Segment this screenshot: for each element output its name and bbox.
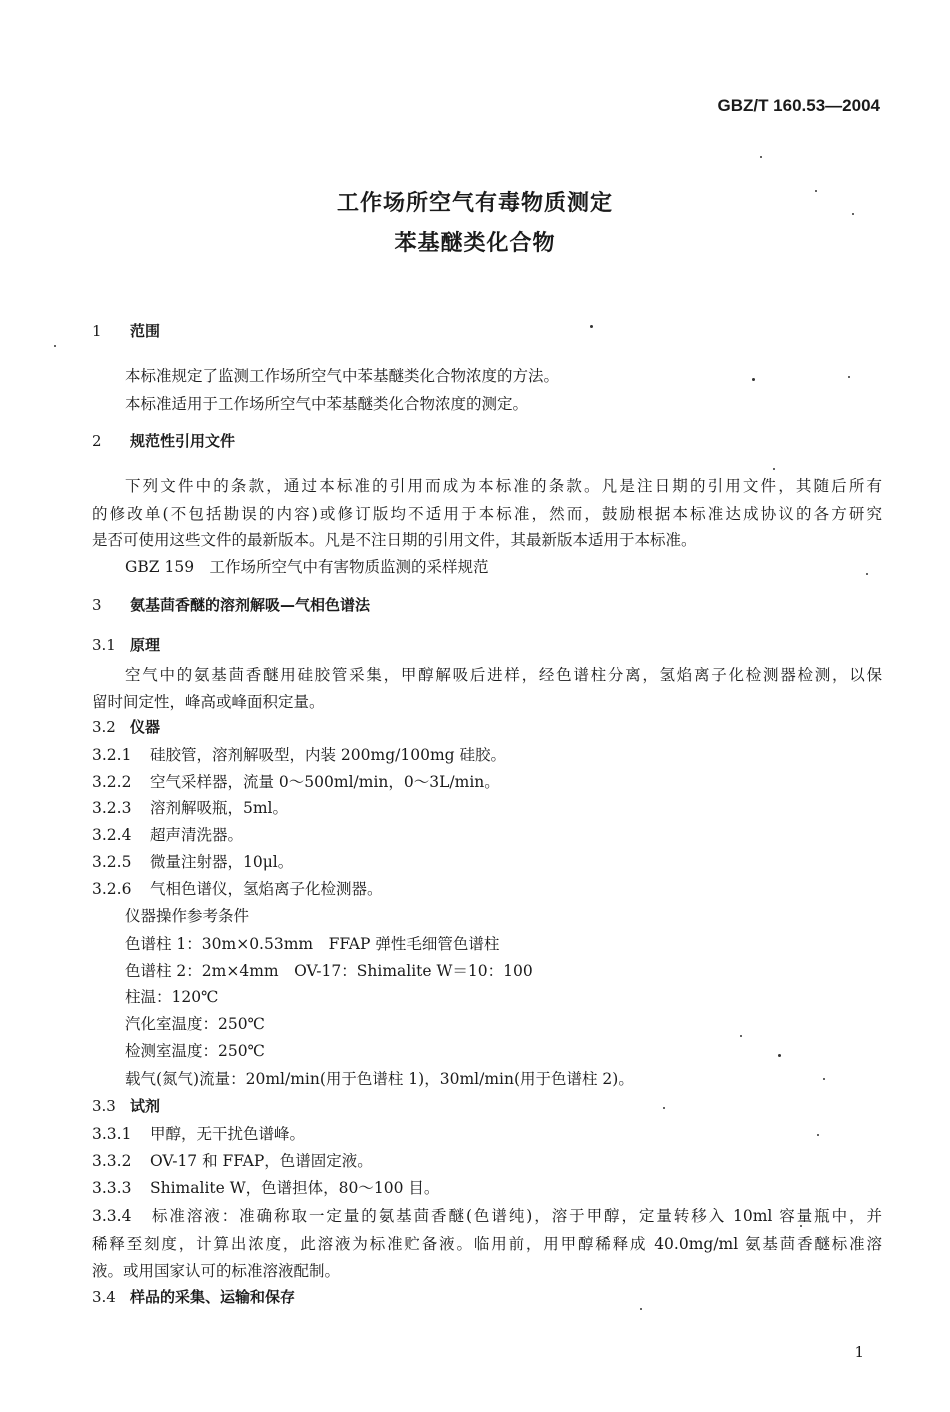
section-title: 试剂 [130,1097,161,1115]
clause-number: 3.2.5 [92,853,132,871]
clause-text: 甲醇，无干扰色谱峰。 [150,1125,306,1143]
clause-3-2-5 [92,850,293,872]
scan-speck [852,213,854,215]
scan-speck [740,1035,742,1037]
section-3-3-heading [92,1095,160,1116]
paragraph: 本标准适用于工作场所空气中苯基醚类化合物浓度的测定。 [125,395,529,413]
clause-text: 标准溶液：准确称取一定量的氨基茴香醚(色谱纯)，溶于甲醇，定量转移入 10ml 容量瓶中，并 [150,1207,882,1225]
scan-speck [823,1078,825,1080]
clause-text: 微量注射器，10μl。 [150,853,294,871]
clause-3-2-2 [92,770,500,792]
scan-speck [800,1225,802,1227]
scan-speck [590,325,593,328]
clause-number: 3.2.6 [92,880,132,898]
clause-text: OV-17 和 FFAP，色谱固定液。 [150,1152,373,1170]
clause-text: Shimalite W，色谱担体，80～100 目。 [150,1179,440,1197]
section-1-heading [92,320,160,341]
section-3-2-heading [92,716,160,737]
section-title: 范围 [130,322,161,340]
scan-speck [817,1134,819,1136]
clause-number: 3.3.2 [92,1152,132,1170]
section-number: 2 [92,432,102,450]
clause-number: 3.3.4 [92,1207,132,1225]
section-number: 3 [92,596,102,614]
clause-number: 3.3.3 [92,1179,132,1197]
scan-speck [778,1054,781,1057]
paragraph-line: 留时间定性，峰高或峰面积定量。 [92,693,325,711]
condition-detector-temp: 检测室温度：250℃ [125,1042,265,1060]
condition-column-temp: 柱温：120℃ [125,988,219,1006]
clause-text: 空气采样器，流量 0～500ml/min，0～3L/min。 [150,773,500,791]
clause-3-3-2 [92,1149,373,1171]
paragraph-line: 稀释至刻度，计算出浓度，此溶液为标准贮备液。临用前，用甲醇稀释成 40.0mg/ml 氨基茴香醚标准溶 [92,1235,882,1253]
clause-number: 3.3.1 [92,1125,132,1143]
scan-speck [773,468,775,470]
section-3-heading [92,594,370,615]
clause-3-3-3 [92,1176,439,1198]
scan-speck [866,573,868,575]
conditions-title: 仪器操作参考条件 [125,907,250,925]
condition-column-1: 色谱柱 1：30m×0.53mm FFAP 弹性毛细管色谱柱 [125,935,500,953]
scan-speck [54,345,56,347]
section-title: 仪器 [130,718,161,736]
section-number: 3.2 [92,718,116,736]
scan-speck [640,1308,642,1310]
standard-code: GBZ/T 160.53—2004 [717,96,880,115]
paragraph-line: 液。或用国家认可的标准溶液配制。 [92,1262,341,1280]
section-3-4-heading [92,1286,295,1307]
clause-3-2-6 [92,877,383,899]
section-title: 原理 [130,636,161,654]
clause-3-3-4 [92,1204,882,1226]
paragraph: 本标准规定了监测工作场所空气中苯基醚类化合物浓度的方法。 [125,367,560,385]
document-title-line2: 苯基醚类化合物 [394,231,556,256]
paragraph-line: 是否可使用这些文件的最新版本。凡是不注日期的引用文件，其最新版本适用于本标准。 [92,531,697,549]
section-2-heading [92,430,235,451]
clause-text: 溶剂解吸瓶，5ml。 [150,799,289,817]
scan-speck [815,190,817,192]
clause-number: 3.2.1 [92,746,132,764]
condition-vaporizer-temp: 汽化室温度：250℃ [125,1015,265,1033]
condition-column-2: 色谱柱 2：2m×4mm OV-17：Shimalite W＝10：100 [125,962,533,980]
document-title-line1: 工作场所空气有毒物质测定 [336,191,613,216]
clause-text: 超声清洗器。 [150,826,244,844]
scan-speck [760,156,762,158]
clause-number: 3.2.2 [92,773,132,791]
clause-3-2-4 [92,823,243,845]
clause-text: 气相色谱仪，氢焰离子化检测器。 [150,880,383,898]
condition-carrier-gas: 载气(氮气)流量：20ml/min(用于色谱柱 1)，30ml/min(用于色谱柱 2)。 [125,1070,634,1088]
page-number: 1 [854,1343,864,1361]
section-number: 3.4 [92,1288,116,1306]
section-title: 氨基茴香醚的溶剂解吸—气相色谱法 [130,596,371,614]
normative-reference: GBZ 159 工作场所空气中有害物质监测的采样规范 [125,558,489,576]
clause-number: 3.2.4 [92,826,132,844]
clause-3-2-1 [92,743,506,765]
clause-3-2-3 [92,796,288,818]
paragraph-line: 的修改单(不包括勘误的内容)或修订版均不适用于本标准，然而，鼓励根据本标准达成协议的各方研究 [92,505,882,523]
paragraph-line: 空气中的氨基茴香醚用硅胶管采集，甲醇解吸后进样，经色谱柱分离，氢焰离子化检测器检测，以保 [125,666,882,684]
section-3-1-heading [92,634,160,655]
scan-speck [752,378,755,381]
section-number: 3.1 [92,636,116,654]
section-number: 1 [92,322,102,340]
clause-number: 3.2.3 [92,799,132,817]
scan-speck [848,376,850,378]
section-title: 样品的采集、运输和保存 [130,1288,296,1306]
clause-text: 硅胶管，溶剂解吸型，内装 200mg/100mg 硅胶。 [150,746,506,764]
section-title: 规范性引用文件 [130,432,236,450]
clause-3-3-1 [92,1122,305,1144]
scan-speck [663,1107,665,1109]
section-number: 3.3 [92,1097,116,1115]
paragraph-line: 下列文件中的条款，通过本标准的引用而成为本标准的条款。凡是注日期的引用文件，其随后所有 [125,477,882,495]
